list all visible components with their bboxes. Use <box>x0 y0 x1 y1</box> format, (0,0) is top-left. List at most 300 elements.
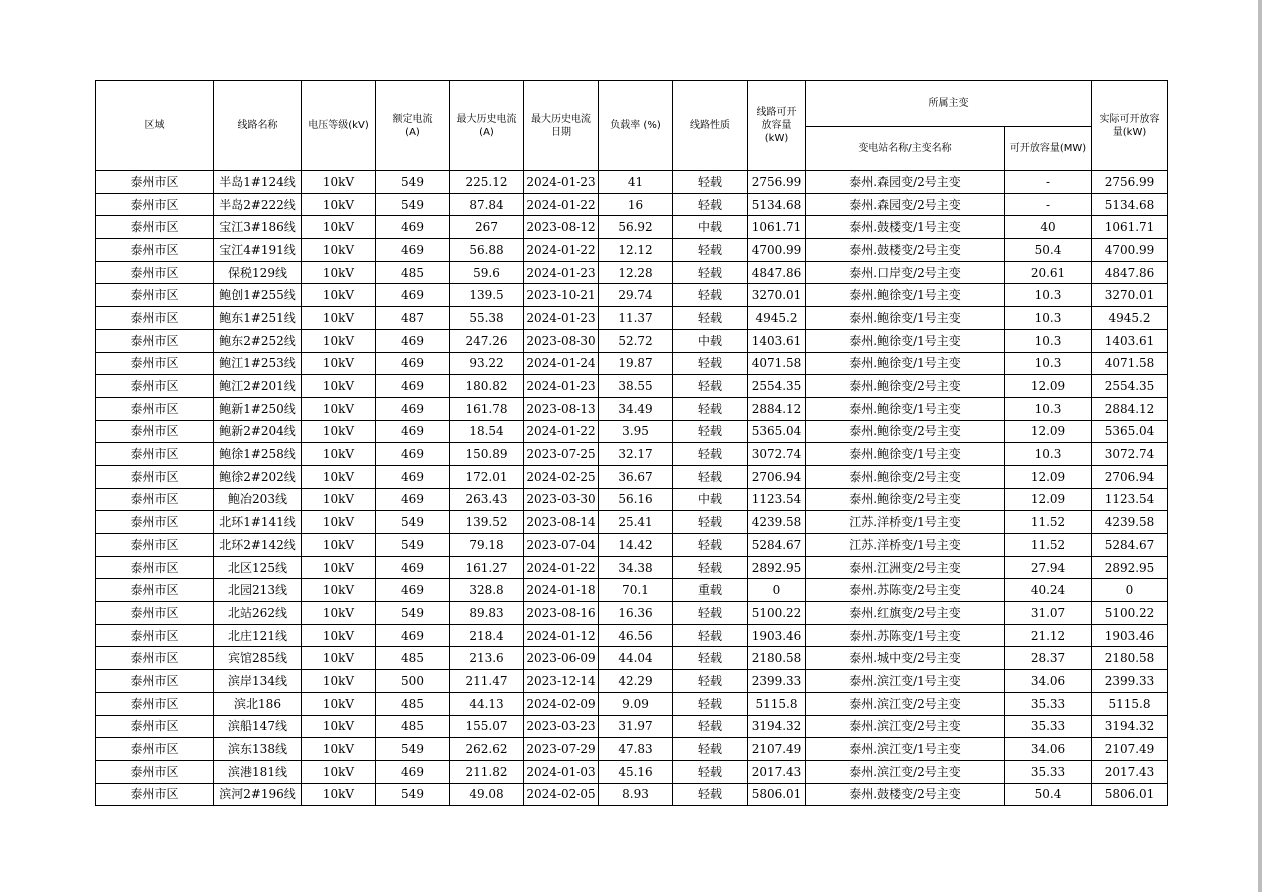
cell-line-capacity: 2884.12 <box>748 397 806 420</box>
cell-line-capacity: 3072.74 <box>748 443 806 466</box>
cell-actual-capacity: 5100.22 <box>1092 602 1168 625</box>
cell-substation: 泰州.鲍徐变/1号主变 <box>806 397 1005 420</box>
cell-max-current: 55.38 <box>450 307 524 330</box>
cell-line-name: 鲍新1#250线 <box>214 397 302 420</box>
cell-max-current-date: 2023-08-30 <box>524 329 599 352</box>
page-edge-divider <box>1258 0 1262 892</box>
cell-load-rate: 47.83 <box>599 738 673 761</box>
cell-substation: 泰州.鼓楼变/1号主变 <box>806 216 1005 239</box>
cell-rated-current: 469 <box>376 239 450 262</box>
cell-max-current: 18.54 <box>450 420 524 443</box>
cell-region: 泰州市区 <box>96 352 214 375</box>
cell-substation: 泰州.滨江变/2号主变 <box>806 715 1005 738</box>
cell-region: 泰州市区 <box>96 397 214 420</box>
cell-max-current-date: 2024-01-22 <box>524 420 599 443</box>
cell-actual-capacity: 5365.04 <box>1092 420 1168 443</box>
cell-line-name: 鲍江2#201线 <box>214 375 302 398</box>
cell-max-current: 139.5 <box>450 284 524 307</box>
cell-load-rate: 70.1 <box>599 579 673 602</box>
cell-max-current-date: 2023-08-13 <box>524 397 599 420</box>
cell-actual-capacity: 3072.74 <box>1092 443 1168 466</box>
cell-line-capacity: 5100.22 <box>748 602 806 625</box>
cell-max-current: 213.6 <box>450 647 524 670</box>
cell-load-rate: 44.04 <box>599 647 673 670</box>
cell-voltage: 10kV <box>302 216 376 239</box>
cell-line-name: 宝江4#191线 <box>214 239 302 262</box>
cell-line-type: 重载 <box>673 579 748 602</box>
cell-line-capacity: 5806.01 <box>748 783 806 806</box>
cell-line-capacity: 1903.46 <box>748 624 806 647</box>
cell-voltage: 10kV <box>302 239 376 262</box>
cell-region: 泰州市区 <box>96 329 214 352</box>
cell-voltage: 10kV <box>302 579 376 602</box>
table-row <box>96 193 1168 216</box>
cell-load-rate: 16.36 <box>599 602 673 625</box>
cell-line-capacity: 1061.71 <box>748 216 806 239</box>
cell-voltage: 10kV <box>302 488 376 511</box>
cell-region: 泰州市区 <box>96 556 214 579</box>
cell-rated-current: 469 <box>376 397 450 420</box>
cell-rated-current: 549 <box>376 602 450 625</box>
cell-line-name: 北环2#142线 <box>214 534 302 557</box>
cell-actual-capacity: 1123.54 <box>1092 488 1168 511</box>
cell-transformer-capacity: 10.3 <box>1005 443 1092 466</box>
header-max-current: 最大历史电流 (A) <box>450 81 524 171</box>
cell-max-current: 161.78 <box>450 397 524 420</box>
cell-load-rate: 16 <box>599 193 673 216</box>
cell-line-capacity: 3194.32 <box>748 715 806 738</box>
cell-max-current-date: 2024-02-25 <box>524 465 599 488</box>
cell-line-capacity: 2892.95 <box>748 556 806 579</box>
cell-actual-capacity: 2399.33 <box>1092 670 1168 693</box>
cell-max-current: 139.52 <box>450 511 524 534</box>
cell-max-current-date: 2023-08-12 <box>524 216 599 239</box>
cell-transformer-capacity: 35.33 <box>1005 760 1092 783</box>
cell-max-current-date: 2023-03-23 <box>524 715 599 738</box>
cell-substation: 泰州.滨江变/2号主变 <box>806 760 1005 783</box>
table-row <box>96 375 1168 398</box>
cell-max-current-date: 2024-01-03 <box>524 760 599 783</box>
cell-line-type: 轻载 <box>673 193 748 216</box>
cell-rated-current: 485 <box>376 261 450 284</box>
cell-voltage: 10kV <box>302 624 376 647</box>
cell-transformer-capacity: 28.37 <box>1005 647 1092 670</box>
cell-substation: 泰州.鼓楼变/2号主变 <box>806 783 1005 806</box>
cell-line-name: 鲍徐1#258线 <box>214 443 302 466</box>
cell-rated-current: 469 <box>376 284 450 307</box>
header-load-rate: 负载率 (%) <box>599 81 673 171</box>
cell-max-current: 56.88 <box>450 239 524 262</box>
cell-line-name: 滨北186 <box>214 692 302 715</box>
cell-substation: 泰州.口岸变/2号主变 <box>806 261 1005 284</box>
cell-max-current: 328.8 <box>450 579 524 602</box>
cell-line-type: 轻载 <box>673 443 748 466</box>
cell-line-name: 滨船147线 <box>214 715 302 738</box>
cell-voltage: 10kV <box>302 171 376 194</box>
table-row <box>96 488 1168 511</box>
cell-line-name: 宾馆285线 <box>214 647 302 670</box>
cell-actual-capacity: 1403.61 <box>1092 329 1168 352</box>
cell-rated-current: 485 <box>376 692 450 715</box>
cell-line-type: 中载 <box>673 329 748 352</box>
cell-transformer-capacity: 10.3 <box>1005 284 1092 307</box>
cell-line-name: 鲍创1#255线 <box>214 284 302 307</box>
cell-line-capacity: 2706.94 <box>748 465 806 488</box>
cell-rated-current: 549 <box>376 193 450 216</box>
cell-transformer-capacity: 10.3 <box>1005 307 1092 330</box>
cell-substation: 泰州.红旗变/2号主变 <box>806 602 1005 625</box>
cell-max-current: 49.08 <box>450 783 524 806</box>
cell-line-capacity: 5115.8 <box>748 692 806 715</box>
cell-line-type: 中载 <box>673 216 748 239</box>
cell-transformer-capacity: - <box>1005 171 1092 194</box>
cell-load-rate: 46.56 <box>599 624 673 647</box>
cell-region: 泰州市区 <box>96 511 214 534</box>
table-row <box>96 443 1168 466</box>
cell-voltage: 10kV <box>302 783 376 806</box>
table-row <box>96 465 1168 488</box>
cell-region: 泰州市区 <box>96 239 214 262</box>
cell-voltage: 10kV <box>302 647 376 670</box>
cell-substation: 泰州.城中变/2号主变 <box>806 647 1005 670</box>
cell-transformer-capacity: 12.09 <box>1005 488 1092 511</box>
cell-rated-current: 469 <box>376 375 450 398</box>
cell-line-capacity: 1403.61 <box>748 329 806 352</box>
cell-substation: 泰州.江洲变/2号主变 <box>806 556 1005 579</box>
cell-load-rate: 56.16 <box>599 488 673 511</box>
cell-max-current: 87.84 <box>450 193 524 216</box>
cell-max-current: 89.83 <box>450 602 524 625</box>
cell-substation: 泰州.鲍徐变/1号主变 <box>806 284 1005 307</box>
cell-max-current: 79.18 <box>450 534 524 557</box>
cell-actual-capacity: 5134.68 <box>1092 193 1168 216</box>
cell-rated-current: 469 <box>376 352 450 375</box>
cell-load-rate: 38.55 <box>599 375 673 398</box>
cell-region: 泰州市区 <box>96 760 214 783</box>
cell-actual-capacity: 1061.71 <box>1092 216 1168 239</box>
table-row <box>96 647 1168 670</box>
cell-line-type: 轻载 <box>673 783 748 806</box>
cell-region: 泰州市区 <box>96 783 214 806</box>
cell-max-current: 93.22 <box>450 352 524 375</box>
cell-line-capacity: 5284.67 <box>748 534 806 557</box>
cell-actual-capacity: 4239.58 <box>1092 511 1168 534</box>
cell-actual-capacity: 1903.46 <box>1092 624 1168 647</box>
cell-substation: 江苏.洋桥变/1号主变 <box>806 511 1005 534</box>
cell-rated-current: 469 <box>376 760 450 783</box>
cell-region: 泰州市区 <box>96 171 214 194</box>
cell-region: 泰州市区 <box>96 216 214 239</box>
table-row <box>96 239 1168 262</box>
cell-voltage: 10kV <box>302 193 376 216</box>
cell-max-current-date: 2023-03-30 <box>524 488 599 511</box>
cell-actual-capacity: 3194.32 <box>1092 715 1168 738</box>
cell-load-rate: 8.93 <box>599 783 673 806</box>
cell-substation: 泰州.鲍徐变/2号主变 <box>806 488 1005 511</box>
cell-line-name: 滨港181线 <box>214 760 302 783</box>
cell-line-name: 半岛1#124线 <box>214 171 302 194</box>
cell-max-current-date: 2023-07-25 <box>524 443 599 466</box>
table-row <box>96 171 1168 194</box>
cell-voltage: 10kV <box>302 602 376 625</box>
cell-max-current-date: 2024-01-23 <box>524 171 599 194</box>
cell-line-name: 鲍东1#251线 <box>214 307 302 330</box>
cell-actual-capacity: 3270.01 <box>1092 284 1168 307</box>
cell-max-current-date: 2024-01-22 <box>524 239 599 262</box>
cell-transformer-capacity: 50.4 <box>1005 783 1092 806</box>
header-max-current-date: 最大历史电流 日期 <box>524 81 599 171</box>
cell-voltage: 10kV <box>302 443 376 466</box>
cell-max-current-date: 2024-01-22 <box>524 193 599 216</box>
cell-actual-capacity: 2554.35 <box>1092 375 1168 398</box>
cell-max-current-date: 2023-10-21 <box>524 284 599 307</box>
cell-transformer-capacity: 50.4 <box>1005 239 1092 262</box>
cell-region: 泰州市区 <box>96 284 214 307</box>
cell-max-current-date: 2023-07-04 <box>524 534 599 557</box>
cell-line-capacity: 2107.49 <box>748 738 806 761</box>
cell-rated-current: 485 <box>376 715 450 738</box>
cell-load-rate: 12.28 <box>599 261 673 284</box>
cell-transformer-capacity: 34.06 <box>1005 738 1092 761</box>
cell-substation: 泰州.鲍徐变/2号主变 <box>806 375 1005 398</box>
header-voltage: 电压等级(kV) <box>302 81 376 171</box>
cell-max-current: 155.07 <box>450 715 524 738</box>
table-row <box>96 738 1168 761</box>
cell-max-current: 211.47 <box>450 670 524 693</box>
cell-line-capacity: 5365.04 <box>748 420 806 443</box>
cell-transformer-capacity: 34.06 <box>1005 670 1092 693</box>
cell-transformer-capacity: 21.12 <box>1005 624 1092 647</box>
cell-actual-capacity: 4847.86 <box>1092 261 1168 284</box>
header-transformer-capacity: 可开放容量(MW) <box>1005 127 1092 171</box>
cell-load-rate: 19.87 <box>599 352 673 375</box>
cell-max-current-date: 2024-01-24 <box>524 352 599 375</box>
cell-line-type: 中载 <box>673 488 748 511</box>
cell-region: 泰州市区 <box>96 488 214 511</box>
table-row <box>96 307 1168 330</box>
cell-rated-current: 549 <box>376 783 450 806</box>
cell-substation: 泰州.鲍徐变/2号主变 <box>806 465 1005 488</box>
cell-line-type: 轻载 <box>673 670 748 693</box>
cell-line-name: 滨河2#196线 <box>214 783 302 806</box>
cell-transformer-capacity: 10.3 <box>1005 397 1092 420</box>
cell-transformer-capacity: - <box>1005 193 1092 216</box>
cell-load-rate: 45.16 <box>599 760 673 783</box>
cell-rated-current: 469 <box>376 420 450 443</box>
cell-line-name: 北园213线 <box>214 579 302 602</box>
header-actual-capacity: 实际可开放容 量(kW) <box>1092 81 1168 171</box>
cell-line-capacity: 1123.54 <box>748 488 806 511</box>
cell-voltage: 10kV <box>302 692 376 715</box>
cell-line-type: 轻载 <box>673 715 748 738</box>
header-region: 区域 <box>96 81 214 171</box>
cell-transformer-capacity: 35.33 <box>1005 692 1092 715</box>
cell-max-current: 225.12 <box>450 171 524 194</box>
table-row <box>96 511 1168 534</box>
cell-max-current-date: 2024-02-09 <box>524 692 599 715</box>
cell-max-current: 218.4 <box>450 624 524 647</box>
table-row <box>96 692 1168 715</box>
cell-rated-current: 469 <box>376 443 450 466</box>
cell-rated-current: 469 <box>376 216 450 239</box>
cell-transformer-capacity: 40.24 <box>1005 579 1092 602</box>
cell-rated-current: 485 <box>376 647 450 670</box>
cell-load-rate: 36.67 <box>599 465 673 488</box>
cell-transformer-capacity: 27.94 <box>1005 556 1092 579</box>
cell-load-rate: 34.38 <box>599 556 673 579</box>
cell-line-capacity: 4945.2 <box>748 307 806 330</box>
cell-voltage: 10kV <box>302 329 376 352</box>
cell-max-current: 180.82 <box>450 375 524 398</box>
cell-voltage: 10kV <box>302 375 376 398</box>
cell-max-current: 267 <box>450 216 524 239</box>
cell-region: 泰州市区 <box>96 534 214 557</box>
table-row <box>96 783 1168 806</box>
cell-actual-capacity: 2107.49 <box>1092 738 1168 761</box>
cell-line-capacity: 2399.33 <box>748 670 806 693</box>
cell-line-name: 北环1#141线 <box>214 511 302 534</box>
table-row <box>96 397 1168 420</box>
cell-transformer-capacity: 10.3 <box>1005 352 1092 375</box>
cell-region: 泰州市区 <box>96 692 214 715</box>
line-capacity-table <box>95 80 1168 806</box>
cell-line-type: 轻载 <box>673 397 748 420</box>
cell-region: 泰州市区 <box>96 443 214 466</box>
cell-line-name: 北区125线 <box>214 556 302 579</box>
cell-line-type: 轻载 <box>673 420 748 443</box>
cell-max-current: 44.13 <box>450 692 524 715</box>
cell-load-rate: 31.97 <box>599 715 673 738</box>
cell-max-current: 247.26 <box>450 329 524 352</box>
table-body <box>96 171 1168 806</box>
cell-voltage: 10kV <box>302 420 376 443</box>
cell-rated-current: 487 <box>376 307 450 330</box>
cell-line-capacity: 4239.58 <box>748 511 806 534</box>
cell-actual-capacity: 0 <box>1092 579 1168 602</box>
cell-transformer-capacity: 31.07 <box>1005 602 1092 625</box>
cell-voltage: 10kV <box>302 738 376 761</box>
cell-transformer-capacity: 40 <box>1005 216 1092 239</box>
cell-voltage: 10kV <box>302 715 376 738</box>
table-row <box>96 329 1168 352</box>
cell-rated-current: 469 <box>376 556 450 579</box>
cell-load-rate: 41 <box>599 171 673 194</box>
cell-actual-capacity: 2017.43 <box>1092 760 1168 783</box>
table-header <box>96 81 1168 171</box>
cell-line-type: 轻载 <box>673 534 748 557</box>
cell-max-current: 161.27 <box>450 556 524 579</box>
header-main-transformer: 所属主变 <box>806 81 1092 127</box>
table-row <box>96 624 1168 647</box>
cell-load-rate: 9.09 <box>599 692 673 715</box>
cell-load-rate: 56.92 <box>599 216 673 239</box>
cell-rated-current: 469 <box>376 624 450 647</box>
cell-line-type: 轻载 <box>673 239 748 262</box>
header-line-capacity: 线路可开 放容量 (kW) <box>748 81 806 171</box>
table-row <box>96 760 1168 783</box>
table-row <box>96 534 1168 557</box>
cell-max-current-date: 2024-01-23 <box>524 307 599 330</box>
cell-line-name: 北庄121线 <box>214 624 302 647</box>
cell-line-type: 轻载 <box>673 556 748 579</box>
cell-transformer-capacity: 12.09 <box>1005 375 1092 398</box>
cell-voltage: 10kV <box>302 511 376 534</box>
cell-line-name: 北站262线 <box>214 602 302 625</box>
cell-max-current: 262.62 <box>450 738 524 761</box>
cell-line-name: 鲍东2#252线 <box>214 329 302 352</box>
cell-region: 泰州市区 <box>96 193 214 216</box>
cell-line-capacity: 4071.58 <box>748 352 806 375</box>
cell-max-current-date: 2024-02-05 <box>524 783 599 806</box>
cell-line-type: 轻载 <box>673 171 748 194</box>
cell-substation: 江苏.洋桥变/1号主变 <box>806 534 1005 557</box>
cell-line-capacity: 5134.68 <box>748 193 806 216</box>
cell-line-type: 轻载 <box>673 647 748 670</box>
cell-region: 泰州市区 <box>96 420 214 443</box>
cell-max-current-date: 2023-06-09 <box>524 647 599 670</box>
cell-region: 泰州市区 <box>96 375 214 398</box>
cell-max-current-date: 2024-01-23 <box>524 261 599 284</box>
cell-line-type: 轻载 <box>673 602 748 625</box>
cell-line-name: 鲍冶203线 <box>214 488 302 511</box>
cell-transformer-capacity: 11.52 <box>1005 534 1092 557</box>
cell-actual-capacity: 4071.58 <box>1092 352 1168 375</box>
cell-line-name: 保税129线 <box>214 261 302 284</box>
cell-substation: 泰州.鲍徐变/2号主变 <box>806 420 1005 443</box>
table-row <box>96 216 1168 239</box>
cell-actual-capacity: 2706.94 <box>1092 465 1168 488</box>
cell-rated-current: 549 <box>376 511 450 534</box>
cell-voltage: 10kV <box>302 352 376 375</box>
cell-transformer-capacity: 11.52 <box>1005 511 1092 534</box>
cell-transformer-capacity: 12.09 <box>1005 420 1092 443</box>
cell-region: 泰州市区 <box>96 579 214 602</box>
cell-rated-current: 500 <box>376 670 450 693</box>
cell-region: 泰州市区 <box>96 261 214 284</box>
cell-substation: 泰州.森园变/2号主变 <box>806 171 1005 194</box>
cell-transformer-capacity: 20.61 <box>1005 261 1092 284</box>
cell-line-capacity: 2756.99 <box>748 171 806 194</box>
cell-max-current: 150.89 <box>450 443 524 466</box>
cell-max-current: 263.43 <box>450 488 524 511</box>
cell-max-current-date: 2023-08-16 <box>524 602 599 625</box>
cell-max-current: 211.82 <box>450 760 524 783</box>
cell-line-type: 轻载 <box>673 511 748 534</box>
cell-line-type: 轻载 <box>673 692 748 715</box>
cell-rated-current: 469 <box>376 579 450 602</box>
table-row <box>96 261 1168 284</box>
cell-load-rate: 42.29 <box>599 670 673 693</box>
table-row <box>96 352 1168 375</box>
cell-line-capacity: 2554.35 <box>748 375 806 398</box>
cell-line-capacity: 4700.99 <box>748 239 806 262</box>
cell-region: 泰州市区 <box>96 602 214 625</box>
cell-substation: 泰州.鲍徐变/1号主变 <box>806 352 1005 375</box>
header-substation: 变电站名称/主变名称 <box>806 127 1005 171</box>
table-row <box>96 556 1168 579</box>
cell-line-type: 轻载 <box>673 284 748 307</box>
cell-load-rate: 52.72 <box>599 329 673 352</box>
cell-line-capacity: 2017.43 <box>748 760 806 783</box>
cell-voltage: 10kV <box>302 670 376 693</box>
cell-substation: 泰州.鲍徐变/1号主变 <box>806 443 1005 466</box>
cell-voltage: 10kV <box>302 760 376 783</box>
cell-line-type: 轻载 <box>673 375 748 398</box>
cell-rated-current: 549 <box>376 171 450 194</box>
header-line-type: 线路性质 <box>673 81 748 171</box>
table-row <box>96 420 1168 443</box>
cell-region: 泰州市区 <box>96 465 214 488</box>
